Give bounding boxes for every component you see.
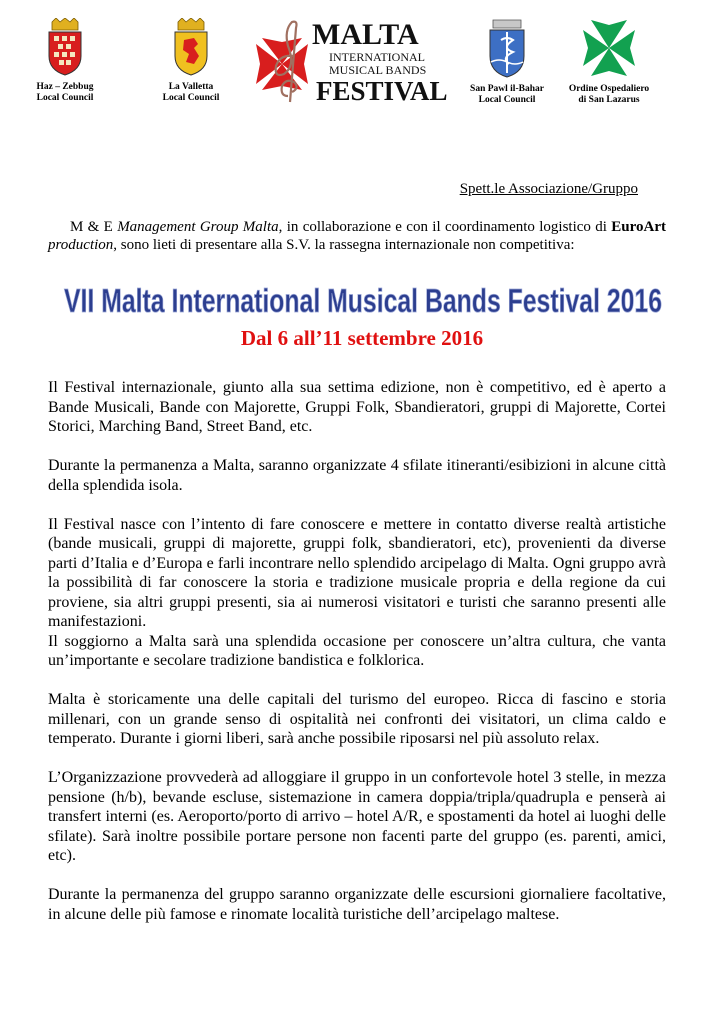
haz-zebbug-caption: Haz – Zebbug Local Council: [36, 82, 94, 103]
san-lazarus-caption: Ordine Ospedaliero di San Lazarus: [568, 84, 650, 105]
logo-musical-bands: MUSICAL BANDS: [329, 63, 427, 77]
logo-international: INTERNATIONAL: [329, 50, 425, 64]
festival-title-banner: [58, 272, 668, 332]
festival-dates: Dal 6 all’11 settembre 2016: [240, 326, 484, 350]
la-valletta-caption: La Valletta Local Council: [162, 82, 220, 103]
la-valletta-shield-icon: [172, 18, 210, 76]
paragraph-5: Malta è storicamente una delle capitali del turismo del europeo. Ricca di fascino e storia millenari, con un grande senso di ospitalità nei confronti dei visitatori, un clima caldo e temperato. Durante i giorni liberi, sarà anche possibile riposarsi nel più assoluto relax.: [48, 691, 666, 747]
paragraph-4: Il soggiorno a Malta sarà una splendida occasione per conoscere un’altra cultura, che vanta un’importante e secolare tradizione bandistica e folklorica.: [48, 632, 666, 669]
intro-org: M & E: [70, 219, 113, 235]
paragraph-1: Il Festival internazionale, giunto alla sua settima edizione, non è competitivo, ed è aperto a Bande Musicali, Bande con Majorette, Gruppi Folk, Sbandieratori, gruppi di Majorette, Cortei Storici, Marching Band, Street Band, etc.: [48, 379, 666, 435]
la-valletta-crest: [146, 18, 236, 104]
letter-body: [48, 378, 666, 944]
intro-production: production: [48, 237, 114, 253]
intro-paragraph: [48, 218, 666, 254]
san-pawl-crest: [462, 18, 552, 106]
paragraph-3: Il Festival nasce con l’intento di fare conoscere e mettere in contatto diverse realtà artistiche (bande musicali, gruppi di majorette, gruppi folk, sbandieratori, etc), provenienti da diverse parti d’Italia e d’Europa e farli incontrare nello splendido arcipelago di Malta. Ogni gruppo avrà la possibilità di far conoscere la storia e tradizione musicale propria e della regione da cui proviene, sia altri gruppi presenti, sia ai numerosi visitatori e turisti che saranno presenti alle manifestazioni.: [48, 515, 666, 630]
san-lazarus-crest: [564, 18, 654, 106]
festival-logo: [252, 16, 456, 106]
maltese-cross-icon: [256, 38, 308, 90]
paragraph-2: Durante la permanenza a Malta, saranno organizzate 4 sfilate itineranti/esibizioni in alcune città della splendida isola.: [48, 457, 666, 494]
logo-festival: FESTIVAL: [316, 76, 448, 106]
paragraph-7: Durante la permanenza del gruppo saranno organizzate delle escursioni giornaliere facoltative, in alcune delle più famose e rinomate località turistiche dell’arcipelago maltese.: [48, 886, 666, 923]
san-pawl-shield-icon: [487, 18, 527, 78]
san-pawl-caption: San Pawl il-Bahar Local Council: [470, 84, 544, 105]
intro-end: , sono lieti di presentare alla S.V. la rassegna internazionale non competitiva:: [113, 237, 575, 253]
festival-title-text: VII Malta International Musical Bands Festival 2016: [64, 282, 662, 319]
paragraph-6: L’Organizzazione provvederà ad alloggiare il gruppo in un confortevole hotel 3 stelle, in mezza pensione (h/b), bevande escluse, sistemazione in camera doppia/tripla/quadrupla e penserà ai transfert interni (es. Aeroporto/porto di arrivo – hotel A/R, e spostamenti da hotel ai luoghi delle sfilate). Sarà inoltre possibile portare persone non facenti parte del gruppo (es. parenti, amici, etc).: [48, 769, 666, 864]
intro-org-italic: Management Group Malta: [117, 219, 279, 235]
haz-zebbug-crest: [20, 18, 110, 104]
intro-mid: , in collaborazione e con il coordinamento logistico di: [278, 219, 612, 235]
addressee: Spett.le Associazione/Gruppo: [459, 181, 638, 197]
intro-euroart: EuroArt: [611, 219, 666, 235]
haz-zebbug-shield-icon: [46, 18, 84, 76]
green-cross-icon: [581, 18, 637, 78]
logo-malta: MALTA: [312, 18, 419, 51]
